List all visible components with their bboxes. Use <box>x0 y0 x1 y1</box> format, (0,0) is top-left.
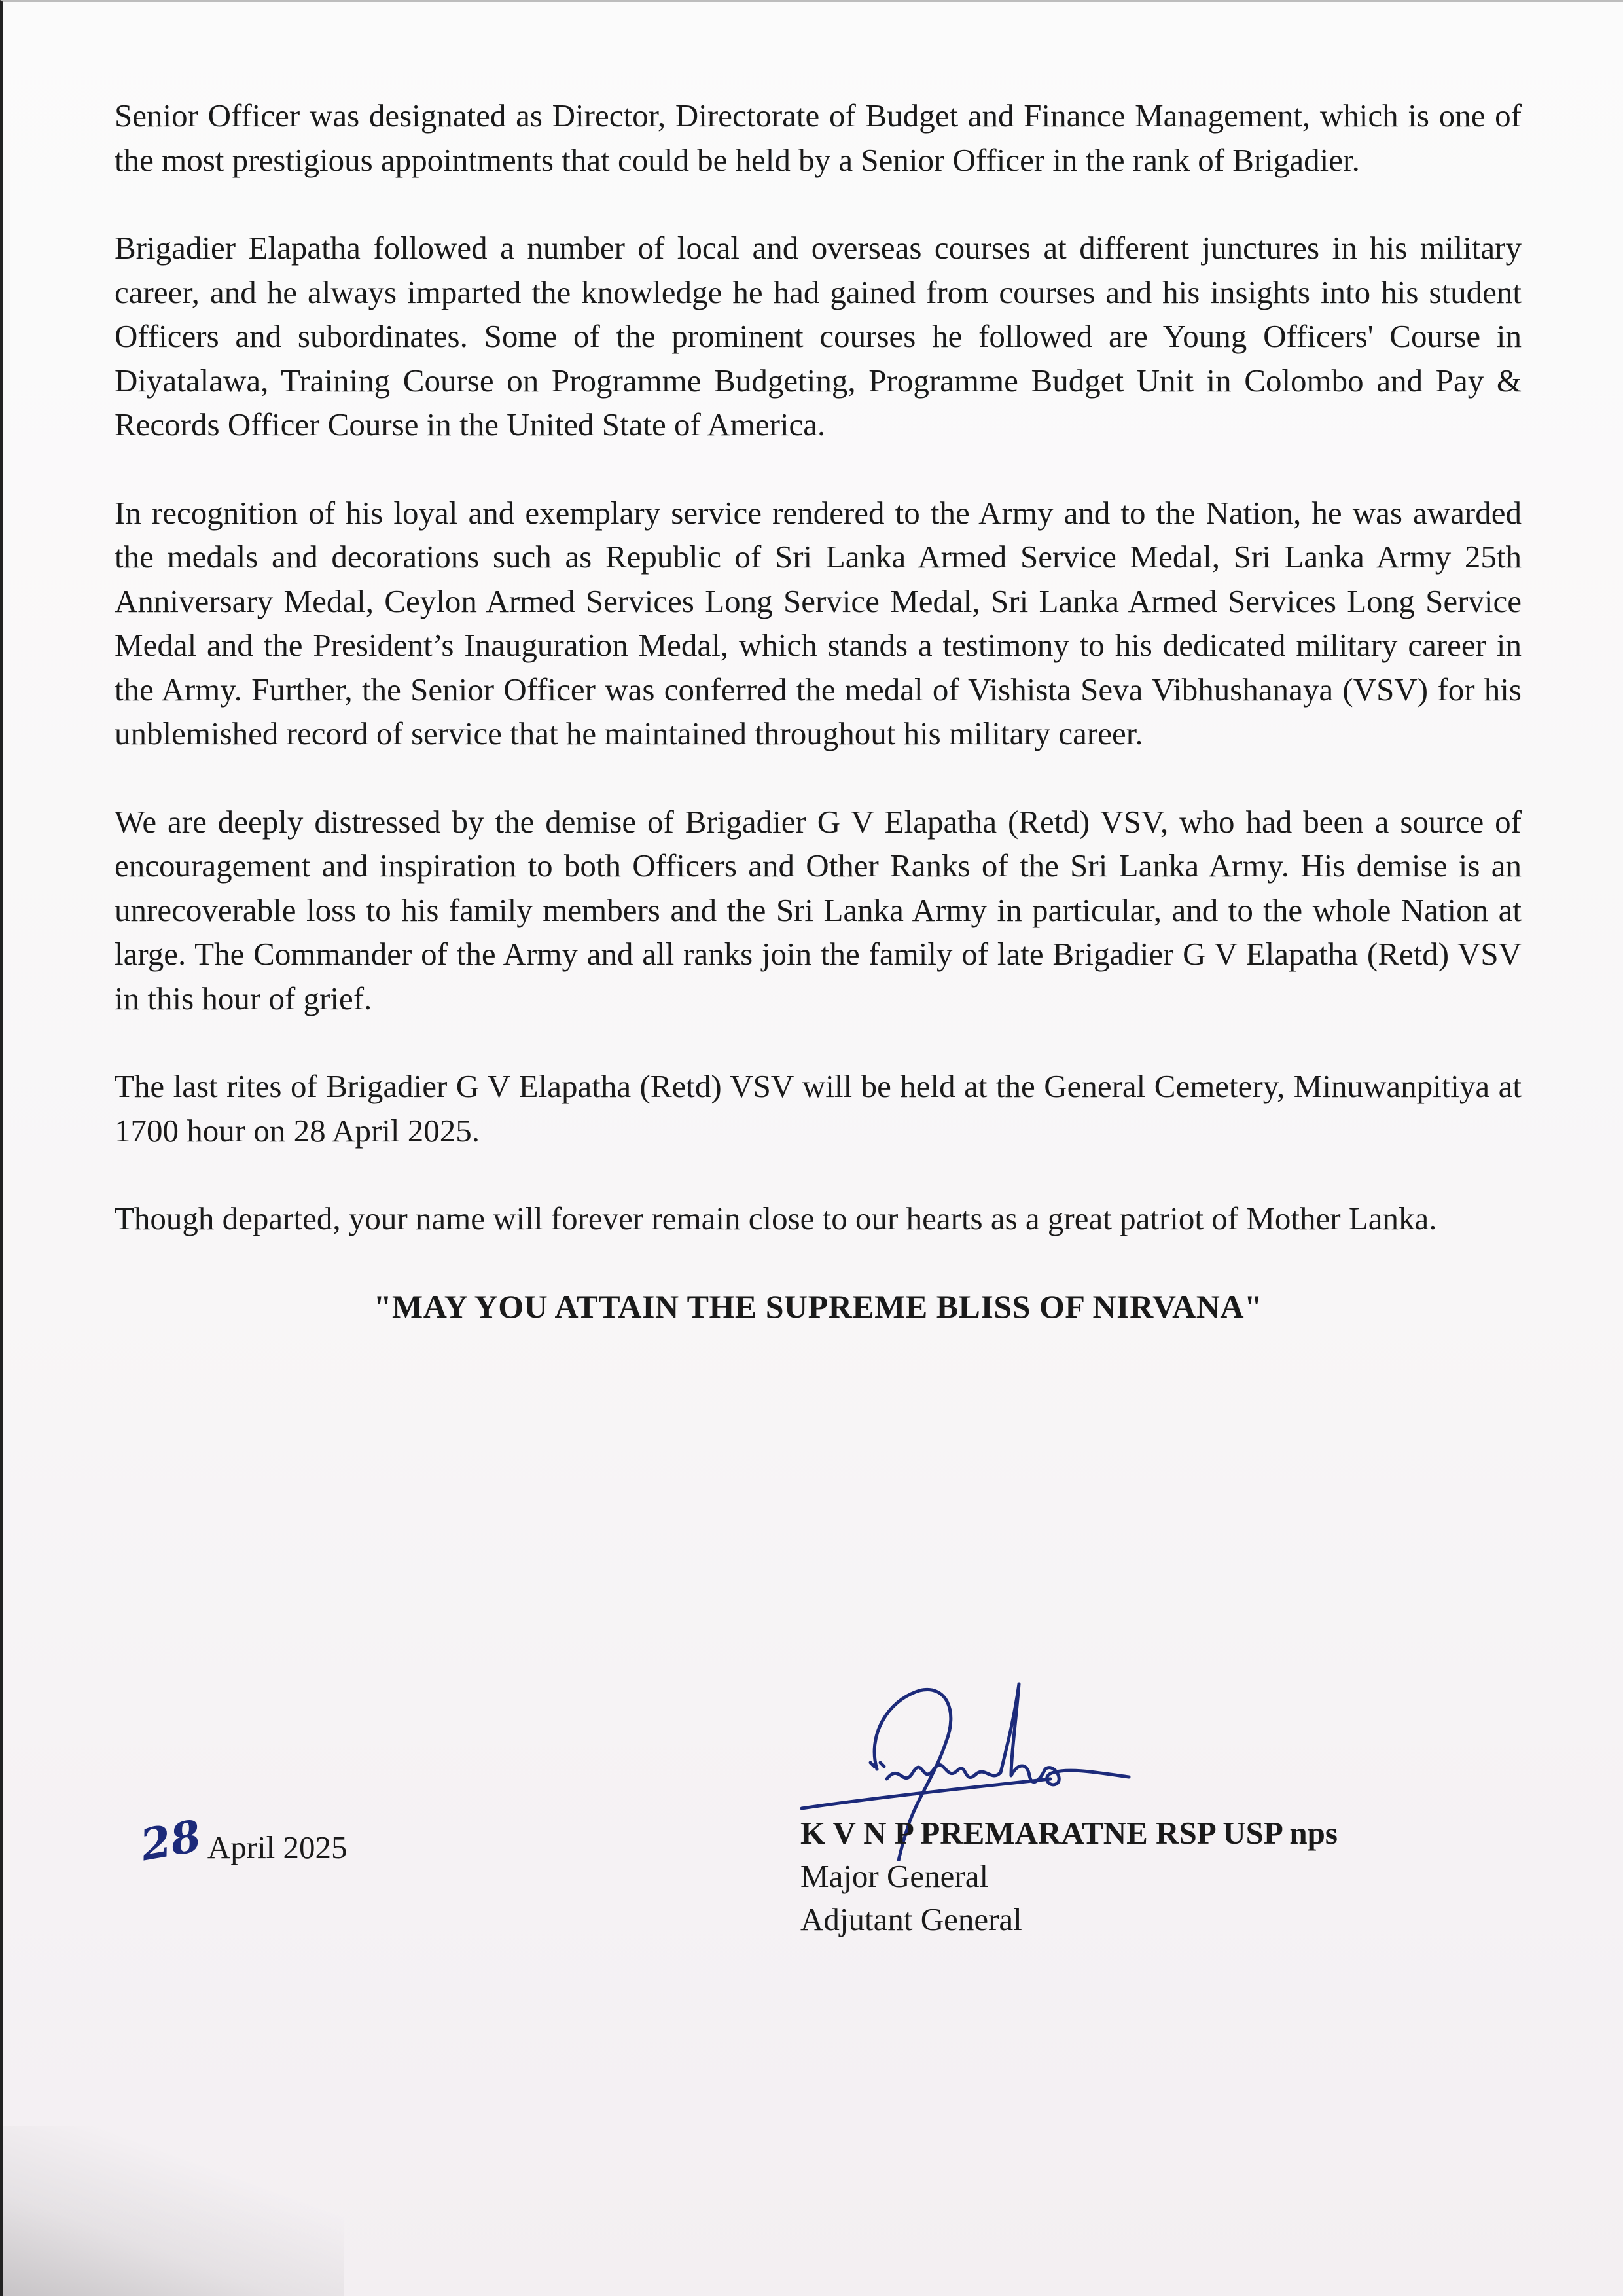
paragraph-courses: Brigadier Elapatha followed a number of local and overseas courses at different junctures in his military career, and he always imparted the knowledge he had gained from courses and his insights into his student Officers and subordinates. Some of the prominent courses he followed are Young Officers' Course in Diyatalawa, Training Course on Programme Budgeting, Programme Budget Unit in Colombo and Pay & Records Officer Course in the United State of America. <box>115 230 1522 442</box>
signatory-appointment: Adjutant General <box>800 1901 1022 1937</box>
signatory-block <box>800 1812 1338 1941</box>
paragraph-last-rites: The last rites of Brigadier G V Elapatha (Retd) VSV will be held at the General Cemetery, Minuwanpitiya at 1700 hour on 28 April 2025. <box>115 1068 1522 1149</box>
paragraph-medals: In recognition of his loyal and exemplary service rendered to the Army and to the Nation, he was awarded the medals and decorations such as Republic of Sri Lanka Armed Service Medal, Sri Lanka Army 25th Anniversary Medal, Ceylon Armed Services Long Service Medal, Sri Lanka Armed Services Long Service Medal and the President’s Inauguration Medal, which stands a testimony to his dedicated military career in the Army. Further, the Senior Officer was conferred the medal of Vishista Seva Vibhushanaya (VSV) for his unblemished record of service that he maintained throughout his military career. <box>115 494 1522 751</box>
paragraph-condolence: We are deeply distressed by the demise of Brigadier G V Elapatha (Retd) VSV, who had been a source of encouragement and inspiration to both Officers and Other Ranks of the Sri Lanka Army. His demise is an unrecoverable loss to his family members and the Sri Lanka Army in particular, and to the whole Nation at large. The Commander of the Army and all ranks join the family of late Brigadier G V Elapatha (Retd) VSV in this hour of grief. <box>115 803 1522 1016</box>
page-corner-shadow <box>3 2126 344 2296</box>
letter-body <box>115 94 1522 1329</box>
date-month-year: April 2025 <box>207 1829 348 1865</box>
closing-blessing: "MAY YOU ATTAIN THE SUPREME BLISS OF NIRVANA" <box>373 1287 1263 1325</box>
handwritten-day: 28 <box>136 1810 205 1871</box>
paragraph-appointment: Senior Officer was designated as Director, Directorate of Budget and Finance Management, which is one of the most prestigious appointments that could be held by a Senior Officer in the rank of Brigadier. <box>115 98 1522 178</box>
signatory-name: K V N P PREMARATNE RSP USP nps <box>800 1815 1338 1851</box>
paragraph-tribute: Though departed, your name will forever remain close to our hearts as a great patriot of Mother Lanka. <box>115 1200 1437 1236</box>
letter-date <box>136 1810 348 1871</box>
signatory-rank: Major General <box>800 1858 989 1894</box>
